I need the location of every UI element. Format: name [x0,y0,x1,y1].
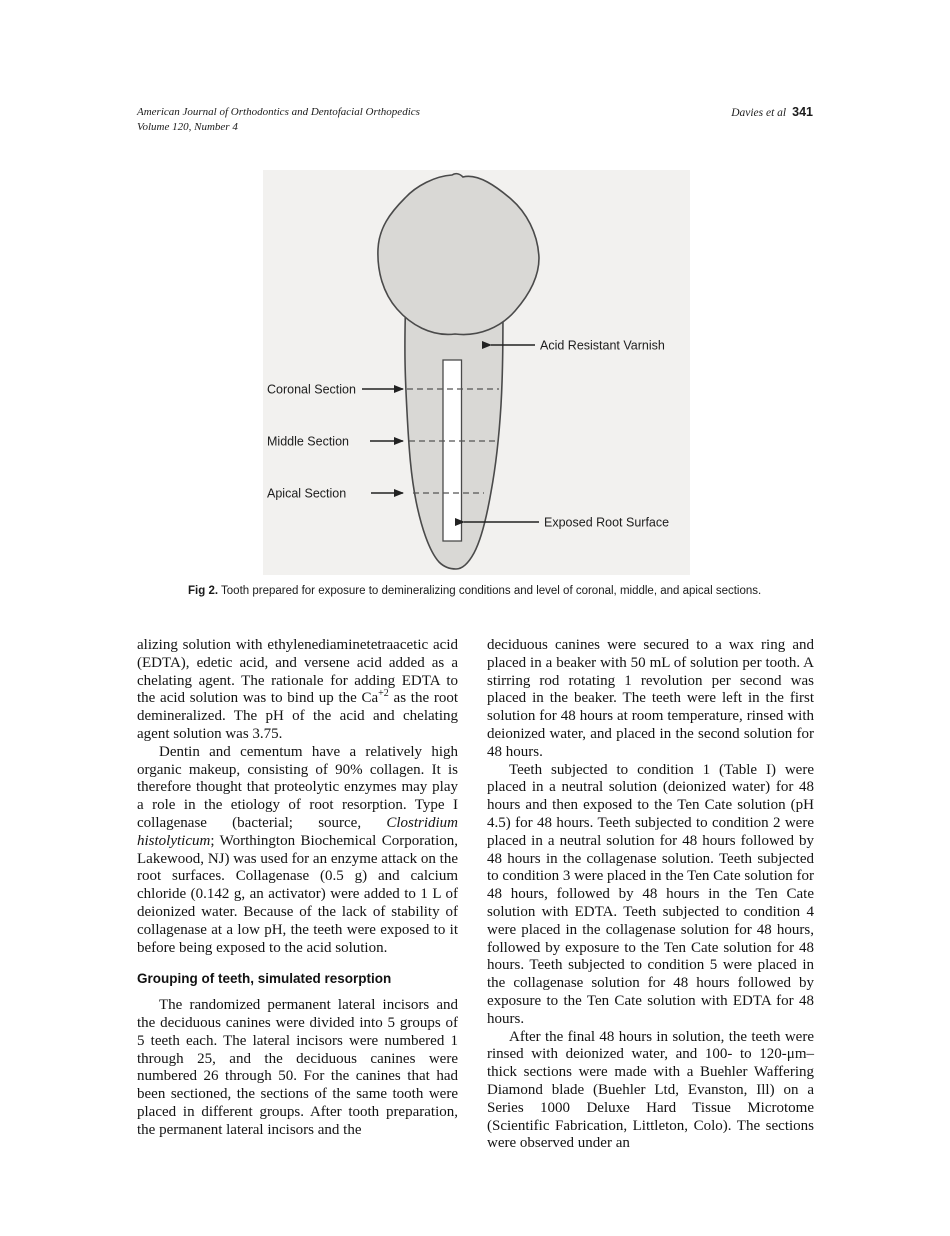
coronal-section-label: Coronal Section [267,382,356,397]
paragraph-continuation [137,637,458,744]
page-number: 341 [792,105,813,119]
species-name-italic: Clostridium histolyticum [137,814,458,849]
acid-resistant-varnish-label: Acid Resistant Varnish [540,338,665,353]
journal-title: American Journal of Orthodontics and Dentofacial Orthopedics [137,106,420,118]
volume-info: Volume 120, Number 4 [137,120,238,133]
superscript-ca2: +2 [378,688,389,700]
section-heading-grouping: Grouping of teeth, simulated resorption [137,971,392,987]
paragraph-text: alizing solution with ethylenediaminetetraacetic acid (EDTA), edetic acid, and versene acid added as a chelating agent. The rationale for adding EDTA to the acid solution was to bind up the Ca [137,637,458,707]
middle-section-label: Middle Section [267,434,349,449]
body-column-right [487,637,814,1153]
paragraph-text: ; Worthington Biochemical Corporation, Lakewood, NJ) was used for an enzyme attack on the root surfaces. Collagenase (0.5 g) and calcium chloride (0.142 g, an activator) were added to 1 L of deionized water. Because of the lack of stability of collagenase at a low pH, the teeth were exposed to it before being exposed to the acid solution. [137,832,458,956]
paragraph-grouping: The randomized permanent lateral incisors and the deciduous canines were divided into 5 groups of 5 teeth each. The lateral incisors were numbered 1 through 25, and the deciduous canines were numbered 26 through 50. For the canines that had been sectioned, the sections of the same tooth were placed in different groups. After tooth preparation, the permanent lateral incisors and the [137,997,458,1138]
running-head-authors: Davies et al [731,107,787,119]
figure-caption [188,584,768,600]
apical-section-label: Apical Section [267,486,347,501]
running-head-authors-page [731,105,813,119]
figure-tooth-diagram [263,170,690,575]
paragraph-conditions: Teeth subjected to condition 1 (Table I) were placed in a neutral solution (deionized water) for 48 hours and then exposed to the Ten Cate solution (pH 4.5) for 48 hours. Teeth subjected to condition 2 were placed in a neutral solution for 48 hours followed by 48 hours in the collagenase solution. Teeth subjected to condition 3 were placed in the Ten Cate solution for 48 hours, followed by 48 hours in the Ten Cate solution with EDTA. Teeth subjected to condition 4 were placed in the collagenase solution for 48 hours, followed by exposure to the Ten Cate solution for 48 hours. Teeth subjected to condition 5 were placed in the collagenase solution for 48 hours followed by exposure to the Ten Cate solution with EDTA for 48 hours. [487,761,814,1027]
paragraph-text: as the root demineralized. The pH of the acid and chelating agent solution was 3.75. [137,690,458,742]
paragraph-continuation: deciduous canines were secured to a wax ring and placed in a beaker with 50 mL of solution per tooth. A stirring rod rotating 1 revolution per second was placed in the beaker. The teeth were left in the first solution for 48 hours at room temperature, rinsed with deionized water, and placed in the second solution for 48 hours. [487,637,814,760]
running-head-journal [137,105,420,134]
paragraph-dentin-cementum [137,744,458,958]
tooth-diagram-svg [263,170,690,575]
body-column-left [137,637,458,1140]
figure-caption-text: Tooth prepared for exposure to demineralizing conditions and level of coronal, middle, and apical sections. [221,585,762,597]
paragraph-text: Dentin and cementum have a relatively high organic makeup, consisting of 90% collagen. It is therefore thought that proteolytic enzymes may play a role in the etiology of root resorption. Type I collagenase (bacterial; source, [137,743,458,831]
exposed-root-window [443,360,462,541]
paragraph-sectioning: After the final 48 hours in solution, the teeth were rinsed with deionized water, and 100- to 120-μm–thick sections were made with a Buehler Waffering Diamond blade (Buehler Ltd, Evanston, Ill) on a Series 1000 Deluxe Hard Tissue Microtome (Scientific Fabrication, Littleton, Colo). The sections were observed under an [487,1028,814,1152]
figure-caption-label: Fig 2. [188,585,219,597]
exposed-root-surface-label: Exposed Root Surface [544,515,670,530]
